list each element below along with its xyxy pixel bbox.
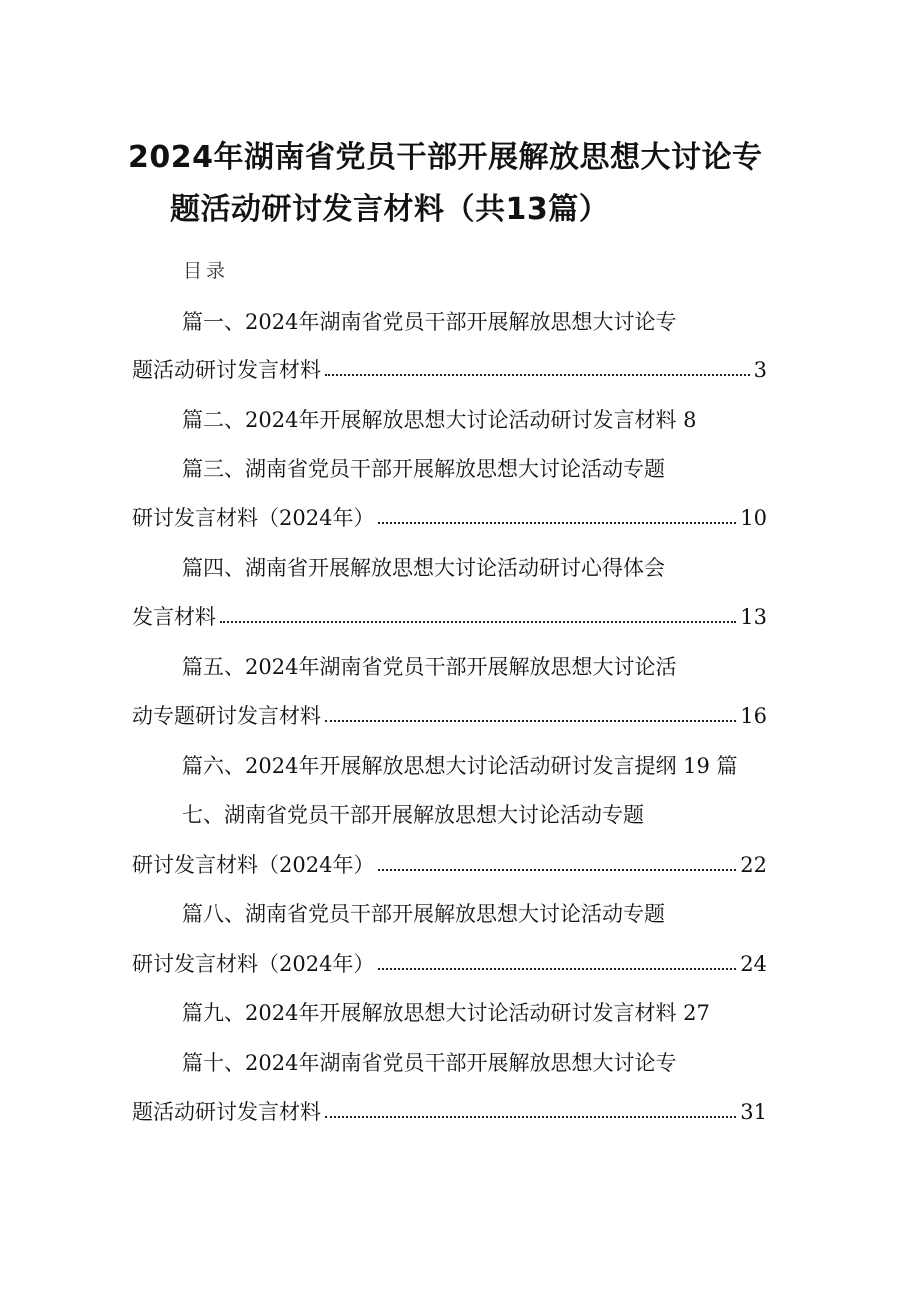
toc-entry-1-cont[interactable] [132, 352, 767, 388]
toc-entry-9[interactable] [182, 995, 710, 1031]
toc-entry-text: 动专题研讨发言材料 [132, 704, 321, 728]
toc-entry-text: 篇九、2024年开展解放思想大讨论活动研讨发言材料 27 [182, 1001, 710, 1025]
toc-entry-text: 研讨发言材料（2024年） [132, 853, 375, 877]
toc-entry-2[interactable] [182, 402, 696, 438]
toc-entry-6[interactable] [182, 748, 738, 784]
toc-entry-8-cont[interactable] [132, 946, 767, 982]
toc-page-number: 22 [740, 853, 767, 877]
toc-entry-3-cont[interactable] [132, 500, 767, 536]
toc-entry-8[interactable] [182, 896, 665, 932]
toc-entry-5-cont[interactable] [132, 698, 767, 734]
toc-page-number: 13 [740, 605, 767, 629]
toc-entry-text: 篇三、湖南省党员干部开展解放思想大讨论活动专题 [182, 457, 665, 481]
toc-entry-text: 篇六、2024年开展解放思想大讨论活动研讨发言提纲 19 篇 [182, 754, 738, 778]
leader-dots [378, 869, 736, 871]
toc-entry-1[interactable] [182, 304, 676, 340]
leader-dots [325, 1116, 736, 1118]
leader-dots [220, 621, 736, 623]
toc-page-number: 31 [740, 1100, 767, 1124]
toc-page-number: 10 [740, 506, 767, 530]
leader-dots [325, 374, 750, 376]
toc-entry-4-cont[interactable] [132, 599, 767, 635]
toc-entry-10[interactable] [182, 1045, 676, 1081]
toc-entry-text: 篇五、2024年湖南省党员干部开展解放思想大讨论活 [182, 655, 677, 679]
toc-page-number: 3 [753, 358, 767, 382]
toc-entry-text: 篇四、湖南省开展解放思想大讨论活动研讨心得体会 [182, 556, 665, 580]
toc-entry-7-cont[interactable] [132, 847, 767, 883]
leader-dots [378, 522, 736, 524]
toc-entry-text: 研讨发言材料（2024年） [132, 952, 375, 976]
leader-dots [378, 968, 736, 970]
toc-entry-5[interactable] [182, 649, 676, 685]
toc-entry-3[interactable] [182, 451, 665, 487]
toc-entry-text: 七、湖南省党员干部开展解放思想大讨论活动专题 [182, 803, 644, 827]
toc-entry-text: 篇八、湖南省党员干部开展解放思想大讨论活动专题 [182, 902, 665, 926]
toc-entry-4[interactable] [182, 550, 665, 586]
leader-dots [325, 720, 736, 722]
toc-page-number: 24 [740, 952, 767, 976]
toc-entry-text: 篇一、2024年湖南省党员干部开展解放思想大讨论专 [182, 310, 677, 334]
title-line-2: 题活动研讨发言材料（共13篇） [170, 192, 610, 227]
toc-entry-text: 题活动研讨发言材料 [132, 1100, 321, 1124]
toc-entry-10-cont[interactable] [132, 1094, 767, 1130]
toc-heading: 目录 [183, 260, 230, 282]
toc-entry-text: 题活动研讨发言材料 [132, 358, 321, 382]
toc-entry-text: 研讨发言材料（2024年） [132, 506, 375, 530]
toc-page-number: 16 [740, 704, 767, 728]
toc-entry-7[interactable] [182, 797, 644, 833]
title-line-1: 2024年湖南省党员干部开展解放思想大讨论专 [128, 140, 763, 175]
toc-entry-text: 篇二、2024年开展解放思想大讨论活动研讨发言材料 8 [182, 408, 697, 432]
toc-entry-text: 发言材料 [132, 605, 216, 629]
toc-entry-text: 篇十、2024年湖南省党员干部开展解放思想大讨论专 [182, 1051, 677, 1075]
